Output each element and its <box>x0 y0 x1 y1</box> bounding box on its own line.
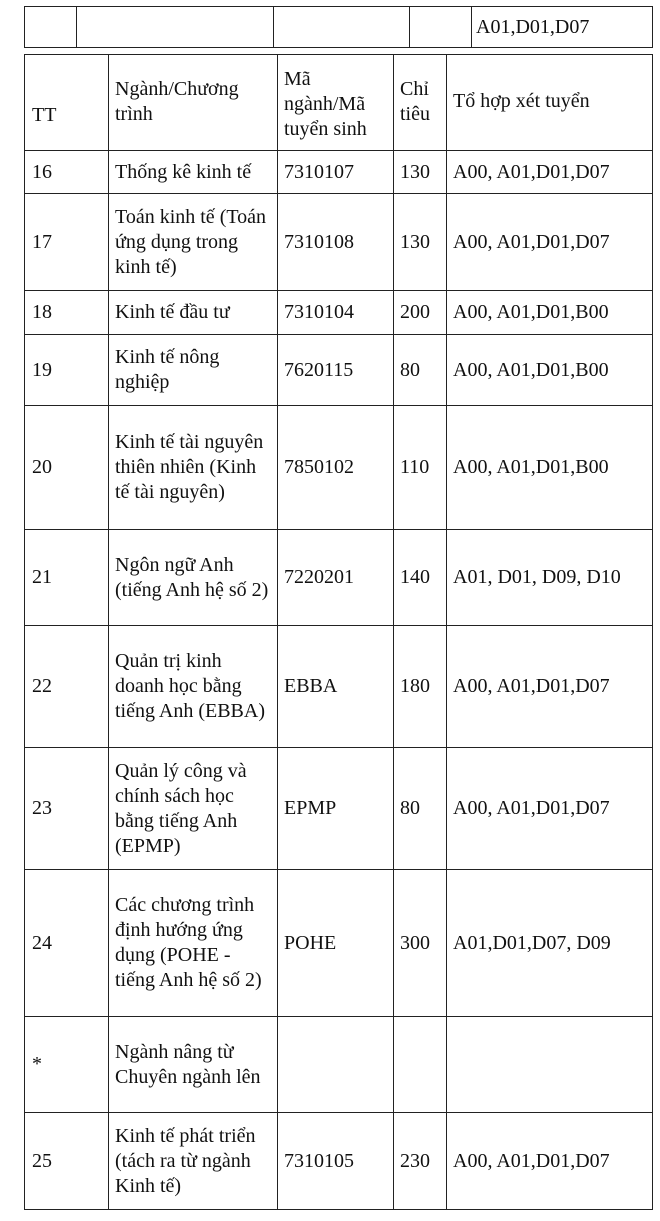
cell-combo: A00, A01,D01,D07 <box>447 748 653 870</box>
cell-code: 7310108 <box>278 194 394 291</box>
header-quota: Chỉ tiêu <box>394 55 447 151</box>
cell-code: 7620115 <box>278 335 394 406</box>
cell-combo: A00, A01,D01,B00 <box>447 291 653 335</box>
table-row <box>25 194 653 291</box>
cell-combo: A00, A01,D01,B00 <box>447 406 653 530</box>
cell-code: 7310104 <box>278 291 394 335</box>
table-row <box>25 1113 653 1210</box>
cell-program: Thống kê kinh tế <box>109 151 278 194</box>
cell-quota: 200 <box>394 291 447 335</box>
cell-program: Kinh tế nông nghiệp <box>109 335 278 406</box>
header-code: Mã ngành/Mã tuyển sinh <box>278 55 394 151</box>
cell-code <box>278 1017 394 1113</box>
cell-program: Quản lý công và chính sách học bằng tiếng Anh (EPMP) <box>109 748 278 870</box>
cell-quota: 130 <box>394 151 447 194</box>
table-row <box>25 870 653 1017</box>
table-row <box>25 7 653 48</box>
table-row <box>25 626 653 748</box>
cell-combo: A00, A01,D01,D07 <box>447 194 653 291</box>
cell-code: 7310105 <box>278 1113 394 1210</box>
cell-program: Quản trị kinh doanh học bằng tiếng Anh (EBBA) <box>109 626 278 748</box>
cell-code: 7220201 <box>278 530 394 626</box>
cell-tt: 23 <box>25 748 109 870</box>
table-row <box>25 1017 653 1113</box>
cell-combo: A00, A01,D01,D07 <box>447 151 653 194</box>
cell-quota: 80 <box>394 335 447 406</box>
table-row <box>25 335 653 406</box>
header-program: Ngành/Chương trình <box>109 55 278 151</box>
cell-program: Kinh tế phát triển (tách ra từ ngành Kinh tế) <box>109 1113 278 1210</box>
cell-quota: 140 <box>394 530 447 626</box>
table-row <box>25 291 653 335</box>
cell-combo <box>447 1017 653 1113</box>
cell-tt: * <box>25 1017 109 1113</box>
cell-tt: 24 <box>25 870 109 1017</box>
cell-code: EBBA <box>278 626 394 748</box>
header-combo: Tổ hợp xét tuyển <box>447 55 653 151</box>
fragment-cell <box>25 7 77 48</box>
cell-quota: 130 <box>394 194 447 291</box>
fragment-cell <box>410 7 472 48</box>
fragment-combo-cell: A01,D01,D07 <box>472 7 653 48</box>
cell-program: Các chương trình định hướng ứng dụng (POHE - tiếng Anh hệ số 2) <box>109 870 278 1017</box>
cell-tt: 17 <box>25 194 109 291</box>
cell-combo: A00, A01,D01,B00 <box>447 335 653 406</box>
cell-quota: 80 <box>394 748 447 870</box>
cell-tt: 19 <box>25 335 109 406</box>
cell-program: Toán kinh tế (Toán ứng dụng trong kinh tế) <box>109 194 278 291</box>
cell-tt: 18 <box>25 291 109 335</box>
cell-tt: 16 <box>25 151 109 194</box>
cell-tt: 21 <box>25 530 109 626</box>
cell-tt: 20 <box>25 406 109 530</box>
cell-code: POHE <box>278 870 394 1017</box>
cell-quota: 300 <box>394 870 447 1017</box>
cell-combo: A01, D01, D09, D10 <box>447 530 653 626</box>
admissions-table <box>24 54 653 1210</box>
cell-code: EPMP <box>278 748 394 870</box>
cell-quota: 110 <box>394 406 447 530</box>
cell-quota: 230 <box>394 1113 447 1210</box>
cell-combo: A01,D01,D07, D09 <box>447 870 653 1017</box>
cell-quota <box>394 1017 447 1113</box>
cell-program: Ngành nâng từ Chuyên ngành lên <box>109 1017 278 1113</box>
cell-combo: A00, A01,D01,D07 <box>447 626 653 748</box>
table-row <box>25 748 653 870</box>
cell-tt: 22 <box>25 626 109 748</box>
table-header-row <box>25 55 653 151</box>
table-row <box>25 530 653 626</box>
fragment-cell <box>77 7 274 48</box>
cell-program: Kinh tế đầu tư <box>109 291 278 335</box>
cell-quota: 180 <box>394 626 447 748</box>
cell-combo: A00, A01,D01,D07 <box>447 1113 653 1210</box>
fragment-cell <box>274 7 410 48</box>
cell-program: Kinh tế tài nguyên thiên nhiên (Kinh tế tài nguyên) <box>109 406 278 530</box>
table-row <box>25 406 653 530</box>
cell-code: 7310107 <box>278 151 394 194</box>
header-tt: TT <box>25 55 109 151</box>
previous-table-fragment <box>24 6 653 48</box>
table-row <box>25 151 653 194</box>
cell-program: Ngôn ngữ Anh (tiếng Anh hệ số 2) <box>109 530 278 626</box>
cell-tt: 25 <box>25 1113 109 1210</box>
cell-code: 7850102 <box>278 406 394 530</box>
